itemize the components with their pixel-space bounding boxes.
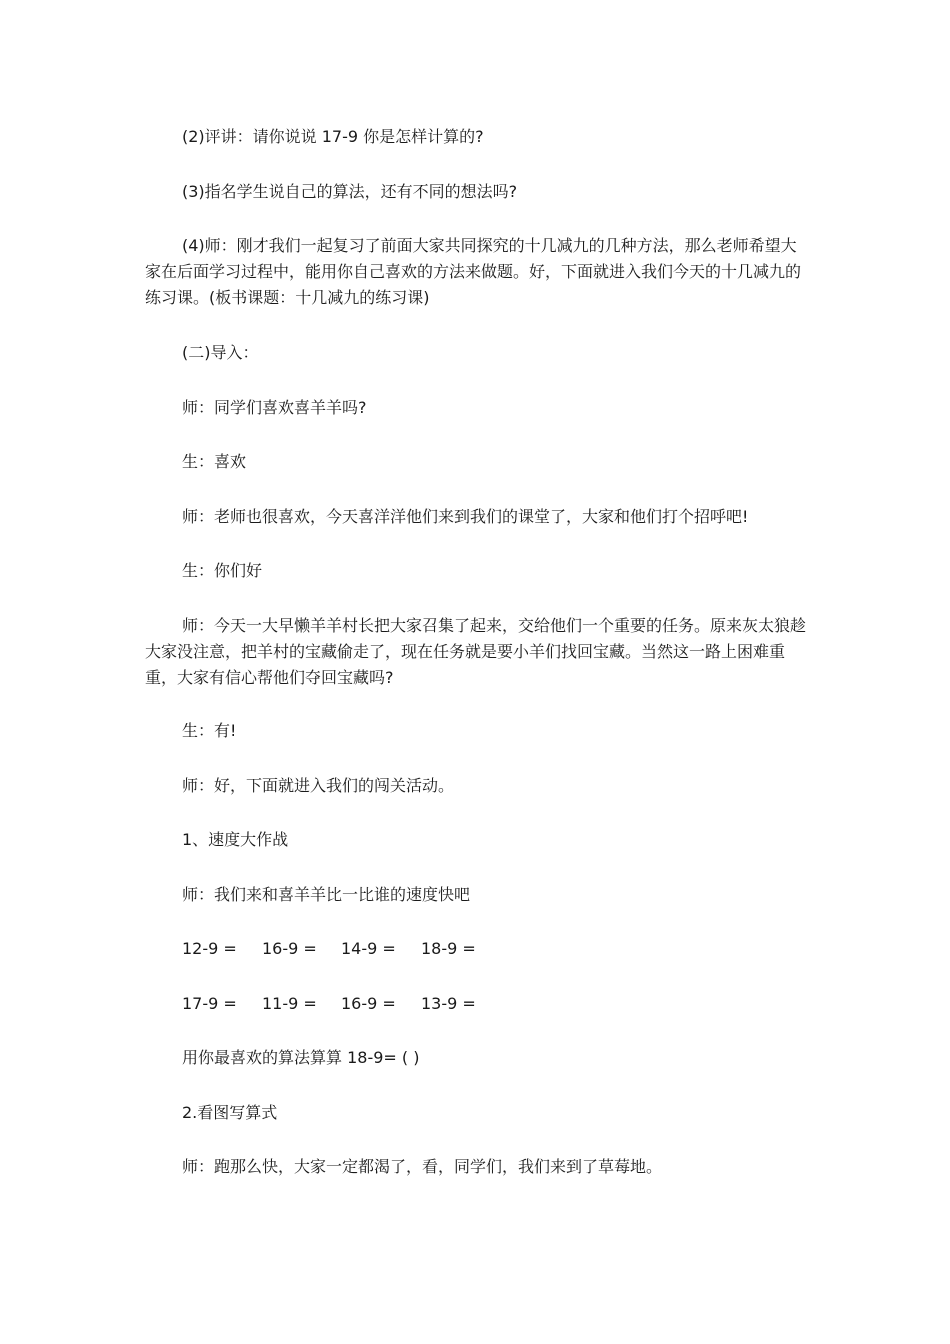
section-heading-introduction: (二)导入：: [182, 343, 259, 362]
paragraph-student-methods: (3)指名学生说自己的算法，还有不同的想法吗?: [182, 182, 518, 201]
paragraph-teacher-summary: (4)师：刚才我们一起复习了前面大家共同探究的十几减九的几种方法，那么老师希望大家在后面学习过程中，能用你自己喜欢的方法来做题。好，下面就进入我们今天的十几减九的练习课。(板书课题：十几减九的练习课): [145, 236, 802, 307]
paragraph-teacher-start: 师：好，下面就进入我们的闯关活动。: [182, 776, 455, 795]
paragraph-teacher-greeting: 师：老师也很喜欢，今天喜洋洋他们来到我们的课堂了，大家和他们打个招呼吧!: [182, 507, 749, 526]
paragraph-student-yes: 生：有!: [182, 721, 237, 740]
paragraph-student-greeting: 生：你们好: [182, 561, 263, 580]
section-heading-speed-challenge: 1、速度大作战: [182, 830, 289, 849]
equation-row-1: [182, 936, 476, 962]
paragraph-review-question: (2)评讲：请你说说 17-9 你是怎样计算的?: [182, 127, 484, 146]
equation: 16-9 =: [262, 939, 317, 958]
section-heading-picture-equation: 2.看图写算式: [182, 1103, 278, 1122]
equation: 11-9 =: [262, 994, 317, 1013]
equation: 13-9 =: [421, 994, 476, 1013]
paragraph-teacher-story: 师：今天一大早懒羊羊村长把大家召集了起来，交给他们一个重要的任务。原来灰太狼趁大家没注意，把羊村的宝藏偷走了，现在任务就是要小羊们找回宝藏。当然这一路上困难重重，大家有信心帮他们夺回宝藏吗?: [145, 616, 807, 687]
equation: 16-9 =: [341, 994, 396, 1013]
paragraph-student-answer: 生：喜欢: [182, 452, 247, 471]
equation-row-2: [182, 991, 476, 1017]
equation: 17-9 =: [182, 994, 237, 1013]
paragraph-favorite-method: 用你最喜欢的算法算算 18-9= ( ): [182, 1048, 420, 1067]
paragraph-teacher-race: 师：我们来和喜羊羊比一比谁的速度快吧: [182, 885, 471, 904]
paragraph-teacher-strawberry: 师：跑那么快，大家一定都渴了，看，同学们，我们来到了草莓地。: [182, 1157, 663, 1176]
equation: 14-9 =: [341, 939, 396, 958]
paragraph-teacher-question: 师：同学们喜欢喜羊羊吗?: [182, 398, 367, 417]
equation: 18-9 =: [421, 939, 476, 958]
equation: 12-9 =: [182, 939, 237, 958]
